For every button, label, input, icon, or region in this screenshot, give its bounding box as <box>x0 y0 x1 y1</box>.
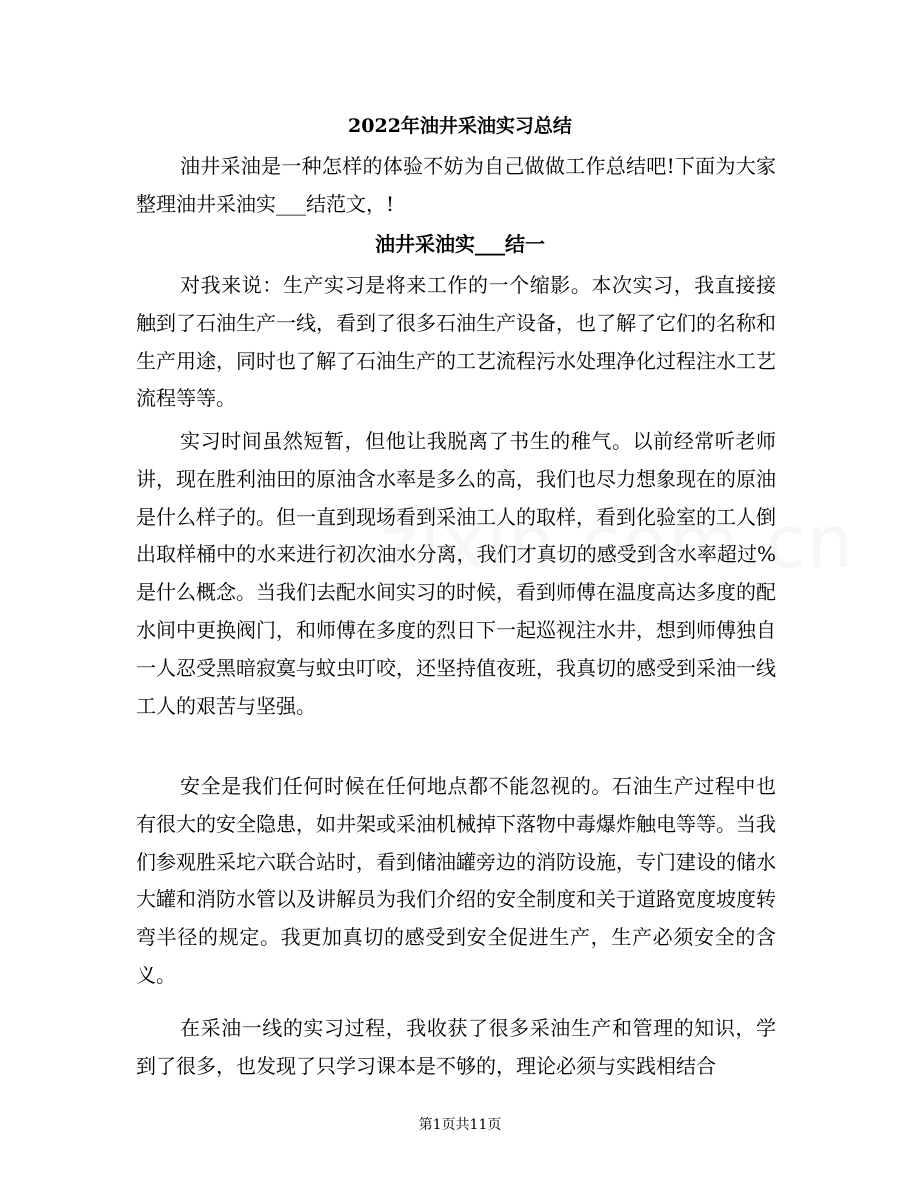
paragraph-3: 安全是我们任何时候在任何地点都不能忽视的。石油生产过程中也有很大的安全隐患，如井架或采油机械掉下落物中毒爆炸触电等等。当我们参观胜采坨六联合站时，看到储油罐旁边的消防设施，专门建设的储水大罐和消防水管以及讲解员为我们介绍的安全制度和关于道路宽度坡度转弯半径的规定。我更加真切的感受到安全促进生产，生产必须安全的含义。 <box>136 774 776 987</box>
intro-paragraph: 油井采油是一种怎样的体验不妨为自己做做工作总结吧!下面为大家整理油井采油实___结范文，! <box>136 154 776 216</box>
paragraph-4: 在采油一线的实习过程，我收获了很多采油生产和管理的知识，学到了很多，也发现了只学习课本是不够的，理论必须与实践相结合 <box>136 1016 776 1078</box>
paragraph-1: 对我来说：生产实习是将来工作的一个缩影。本次实习，我直接接触到了石油生产一线，看到了很多石油生产设备，也了解了它们的名称和生产用途，同时也了解了石油生产的工艺流程污水处理净化过程注水工艺流程等等。 <box>136 273 776 411</box>
document-title: 2022年油井采油实习总结 <box>348 115 572 137</box>
section-heading: 油井采油实___结一 <box>375 232 545 256</box>
paragraph-2: 实习时间虽然短暂，但他让我脱离了书生的稚气。以前经常听老师讲，现在胜利油田的原油含水率是多么的高，我们也尽力想象现在的原油是什么样子的。但一直到现场看到采油工人的取样，看到化验室的工人倒出取样桶中的水来进行初次油水分离，我们才真切的感受到含水率超过%是什么概念。当我们去配水间实习的时候，看到师傅在温度高达多度的配水间中更换阀门，和师傅在多度的烈日下一起巡视注水井，想到师傅独自一人忍受黑暗寂寞与蚊虫叮咬，还坚持值夜班，我真切的感受到采油一线工人的艰苦与坚强。 <box>136 429 776 718</box>
page-footer: 第1页共11页 <box>418 1117 502 1133</box>
